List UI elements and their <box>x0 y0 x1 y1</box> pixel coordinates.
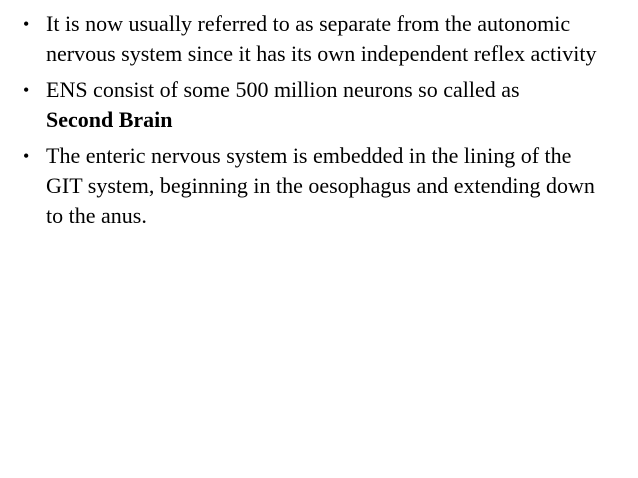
bullet-item-reflex <box>23 9 613 69</box>
bullet-list <box>23 9 613 237</box>
bullet-item-lining <box>23 141 613 231</box>
bullet-emphasis: Second Brain <box>46 107 173 132</box>
bullet-icon: • <box>23 14 30 34</box>
bullet-text: The enteric nervous system is embedded in the lining of the GIT system, beginning in the oesophagus and extending down to the anus. <box>46 143 595 228</box>
bullet-text: ENS consist of some 500 million neurons so called as <box>46 77 520 102</box>
bullet-item-second-brain <box>23 75 613 135</box>
bullet-icon: • <box>23 80 30 100</box>
bullet-icon: • <box>23 146 30 166</box>
bullet-text: It is now usually referred to as separate from the autonomic nervous system since it has its own independent reflex activity <box>46 11 597 66</box>
